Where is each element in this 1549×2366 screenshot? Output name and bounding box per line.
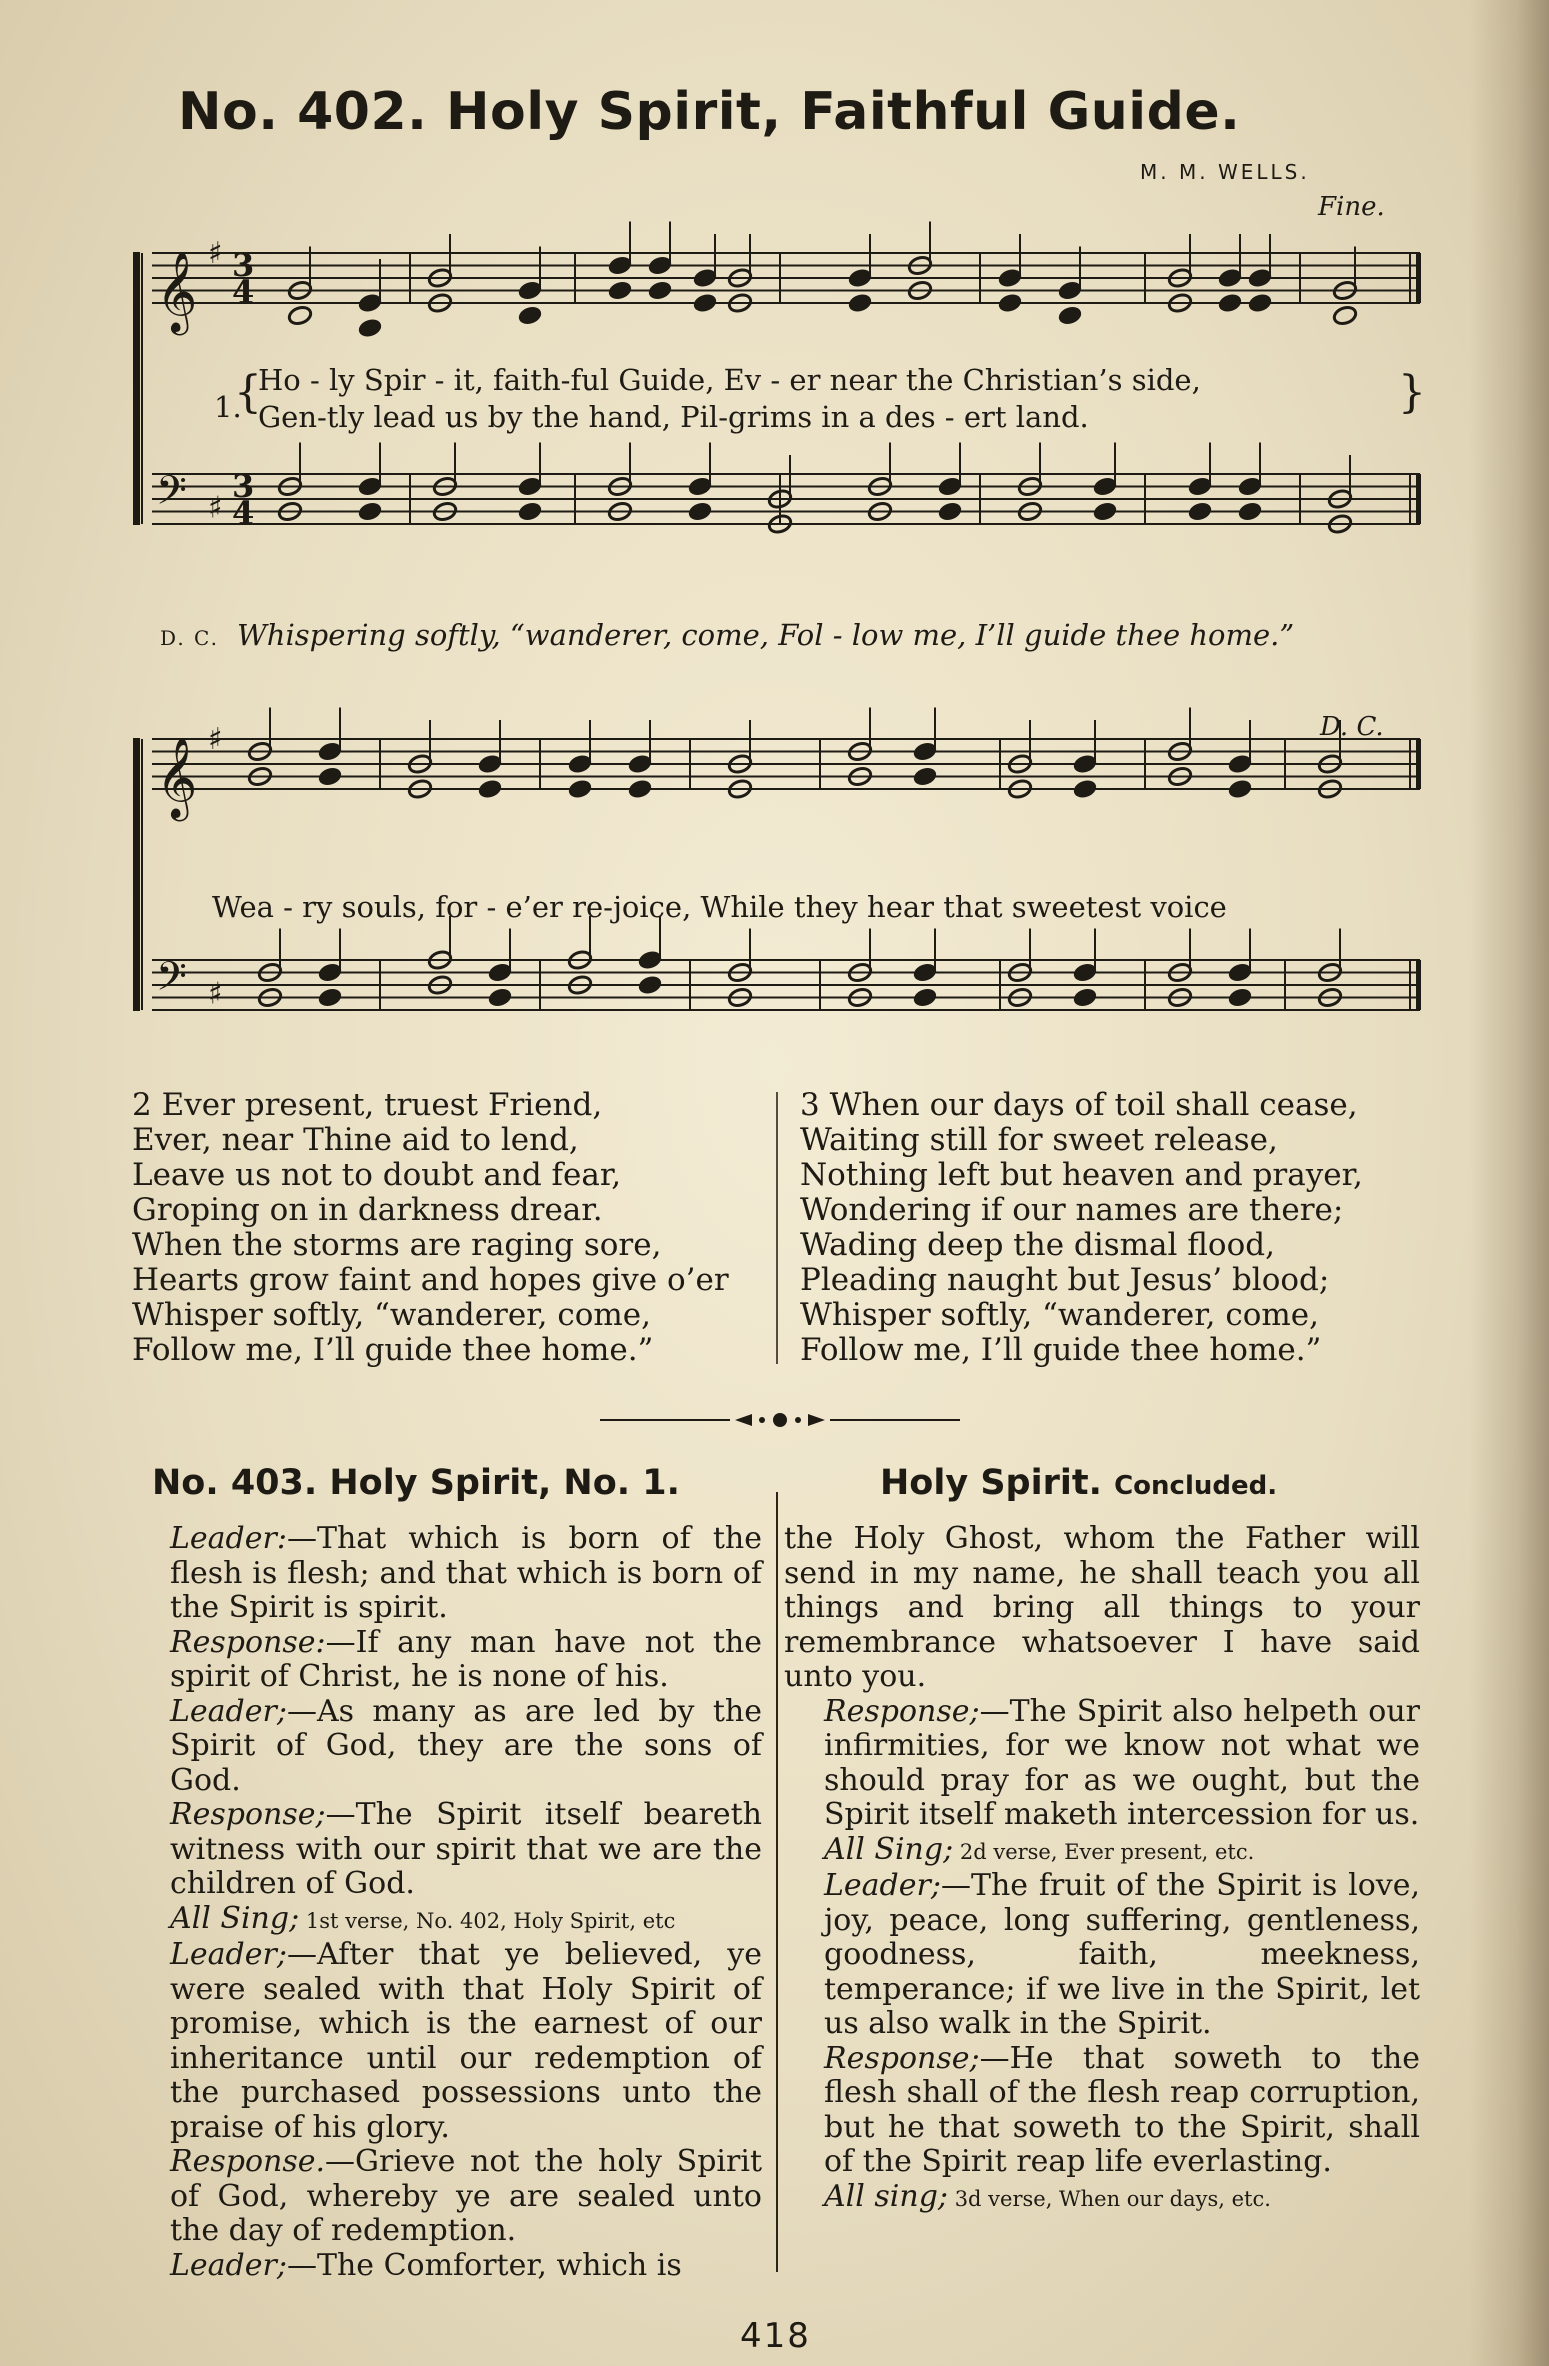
system-bracket [134, 739, 139, 1010]
note-head [687, 501, 713, 523]
note-head [637, 974, 663, 996]
reading-text: —That which is born of the flesh is flesh; and that which is born of the Spirit is spirit. [170, 1521, 762, 1625]
bass-clef-icon: 𝄢 [156, 953, 187, 1010]
lyric-line-1: Ho - ly Spir - it, faith-ful Guide, Ev - er near the Christian’s side, [258, 363, 1201, 397]
dc-marking: D. C. [1320, 712, 1384, 742]
fine-marking: Fine. [1318, 192, 1385, 222]
verse-line: Pleading naught but Jesus’ blood; [800, 1262, 1330, 1298]
reading-paragraph [130, 1938, 762, 2145]
ornament-divider [600, 1408, 960, 1432]
note-head [1237, 501, 1263, 523]
verse-line: Waiting still for sweet release, [800, 1122, 1278, 1158]
verse-line: Nothing left but heaven and prayer, [800, 1157, 1363, 1193]
note-head [847, 292, 873, 314]
reading-column-left [130, 1522, 762, 2283]
speaker-label: Leader; [170, 2247, 287, 2283]
verse-line: Whisper softly, “wanderer, come, [132, 1297, 651, 1333]
dc-lyric-line [160, 618, 1294, 652]
hymn-title: No. 402. Holy Spirit, Faithful Guide. [178, 82, 1241, 142]
speaker-label: All Sing; [170, 1900, 300, 1936]
verse-line: Ever, near Thine aid to lend, [132, 1122, 579, 1158]
speaker-label: Leader; [170, 1937, 287, 1972]
dc-label: D. C. [160, 626, 219, 650]
speaker-label: All sing; [824, 2178, 949, 2214]
reading-text: —After that ye believed, ye were sealed with that Holy Spirit of promise, which is the earnest of our inheritance until our redemption of the purchased possessions unto the praise of his glory. [170, 1937, 762, 2145]
page-number: 418 [740, 2316, 811, 2356]
reading-text: —The Spirit also helpeth our infirmities, for we know not what we should pray for as we ought, but the Spirit itself maketh intercession for us. [824, 1693, 1420, 1832]
note-head [317, 766, 343, 788]
reading-paragraph [130, 2145, 762, 2249]
reading-column-right [784, 1522, 1420, 2216]
verse-line: Wading deep the dismal flood, [800, 1227, 1275, 1263]
note-head [1247, 292, 1273, 314]
end-bar [1416, 739, 1421, 789]
speaker-label: Leader; [824, 1868, 941, 1903]
treble-clef-icon: 𝄞 [156, 250, 198, 332]
lyric-line-3: Wea - ry souls, for - e’er re-joice, While they hear that sweetest voice [212, 890, 1227, 924]
time-signature-top: 3 [232, 246, 255, 284]
reading-paragraph [784, 1869, 1420, 2042]
bass-clef-icon: 𝄢 [156, 467, 187, 524]
speaker-label: Response. [170, 2144, 326, 2179]
reading-paragraph [130, 1695, 762, 1799]
speaker-label: Response; [824, 2040, 980, 2076]
left-brace: { [234, 367, 262, 418]
note-head [937, 501, 963, 523]
note-head [1217, 292, 1243, 314]
reading-text: —If any man have not the spirit of Christ, he is none of his. [170, 1624, 762, 1694]
end-bar [1416, 474, 1421, 524]
reading-text: 2d verse, Ever present, etc. [953, 1839, 1255, 1864]
reading-heading-right-suffix: Concluded. [1114, 1471, 1278, 1501]
key-signature-sharp-icon: ♯ [208, 490, 223, 526]
verse-line: Whisper softly, “wanderer, come, [800, 1297, 1319, 1333]
treble-clef-icon: 𝄞 [156, 736, 198, 818]
note-head [1227, 778, 1253, 800]
speaker-label: Response; [170, 1797, 326, 1832]
reading-paragraph [784, 1522, 1420, 1695]
note-head [692, 292, 718, 314]
note-head [477, 778, 503, 800]
column-divider [776, 1492, 778, 2272]
note-head [912, 987, 938, 1009]
note-head [912, 766, 938, 788]
note-head [287, 305, 313, 327]
note-head [517, 305, 543, 327]
reading-paragraph [130, 1902, 762, 1939]
reading-paragraph [784, 2042, 1420, 2180]
note-head [357, 317, 383, 339]
reading-paragraph [130, 2249, 762, 2284]
composer-credit: M. M. WELLS. [1140, 160, 1310, 184]
speaker-label: Leader: [170, 1521, 287, 1556]
speaker-label: All Sing; [824, 1831, 954, 1867]
reading-paragraph [784, 1833, 1420, 1870]
reading-heading-right [880, 1463, 1277, 1503]
note-head [357, 501, 383, 523]
verse-line: 3 When our days of toil shall cease, [800, 1087, 1358, 1123]
system-bracket [134, 253, 139, 524]
verse-line: Hearts grow faint and hopes give o’er [132, 1262, 729, 1298]
note-head [1332, 305, 1358, 327]
note-head [567, 778, 593, 800]
verse-line: Groping on in darkness drear. [132, 1192, 603, 1228]
note-head [1057, 305, 1083, 327]
reading-paragraph [784, 1695, 1420, 1833]
reading-text: 1st verse, No. 402, Holy Spirit, etc [299, 1908, 676, 1933]
reading-text: —He that soweth to the flesh shall of the flesh reap corruption, but he that soweth to the Spirit, shall of the Spirit reap life everlasting. [824, 2040, 1420, 2179]
reading-paragraph [130, 1798, 762, 1902]
note-head [627, 778, 653, 800]
reading-text: the Holy Ghost, whom the Father will send in my name, he shall teach you all things and bring all things to your remembrance whatsoever I have said unto you. [784, 1521, 1420, 1694]
end-bar [1416, 253, 1421, 303]
reading-text: —The Comforter, which is [286, 2247, 682, 2283]
reading-text: 3d verse, When our days, etc. [948, 2186, 1271, 2211]
key-signature-sharp-icon: ♯ [208, 236, 223, 271]
note-head [517, 501, 543, 523]
reading-paragraph [130, 1626, 762, 1695]
verse-line: Leave us not to doubt and fear, [132, 1157, 622, 1193]
time-signature-bottom: 4 [232, 273, 255, 311]
reading-text: —Grieve not the holy Spirit of God, whereby ye are sealed unto the day of redemption. [170, 2144, 762, 2248]
reading-heading-left: No. 403. Holy Spirit, No. 1. [152, 1463, 680, 1503]
note-head [997, 292, 1023, 314]
verse-line: Follow me, I’ll guide thee home.” [132, 1332, 654, 1368]
verse-2 [132, 1088, 729, 1368]
verse-line: Follow me, I’ll guide thee home.” [800, 1332, 1322, 1368]
speaker-label: Response; [824, 1693, 980, 1729]
note-head [647, 280, 673, 302]
verse-line: When the storms are raging sore, [132, 1227, 662, 1263]
verse-divider [776, 1092, 778, 1364]
note-head [1072, 778, 1098, 800]
key-signature-sharp-icon: ♯ [208, 722, 223, 757]
reading-text: —The Spirit itself beareth witness with our spirit that we are the children of God. [170, 1797, 762, 1901]
reading-text: —The fruit of the Spirit is love, joy, peace, long suffering, gentleness, goodness, faith, meekness, temperance; if we live in the Spirit, let us also walk in the Spirit. [824, 1868, 1420, 2041]
reading-text: —As many as are led by the Spirit of God, they are the sons of God. [170, 1693, 762, 1798]
reading-heading-right-title: Holy Spirit. [880, 1463, 1102, 1503]
note-head [317, 987, 343, 1009]
reading-paragraph [784, 2180, 1420, 2217]
note-head [1227, 987, 1253, 1009]
note-head [607, 280, 633, 302]
key-signature-sharp-icon: ♯ [208, 976, 223, 1012]
time-signature-top: 3 [232, 467, 255, 505]
end-bar [1416, 960, 1421, 1010]
note-head [1072, 987, 1098, 1009]
speaker-label: Leader; [170, 1693, 287, 1729]
right-brace: } [1398, 367, 1426, 418]
verse-line: Wondering if our names are there; [800, 1192, 1344, 1228]
verse-3 [800, 1088, 1363, 1368]
verse-number: 1. [214, 390, 242, 424]
dc-lyric-text: Whispering softly, “wanderer, come, Fol - low me, I’ll guide thee home.” [236, 618, 1295, 652]
speaker-label: Response: [170, 1624, 326, 1660]
reading-paragraph [130, 1522, 762, 1626]
time-signature-bottom: 4 [232, 494, 255, 532]
note-head [487, 987, 513, 1009]
verse-line: 2 Ever present, truest Friend, [132, 1087, 603, 1123]
lyric-line-2: Gen-tly lead us by the hand, Pil-grims in a des - ert land. [258, 400, 1089, 434]
note-head [1187, 501, 1213, 523]
note-head [1092, 501, 1118, 523]
